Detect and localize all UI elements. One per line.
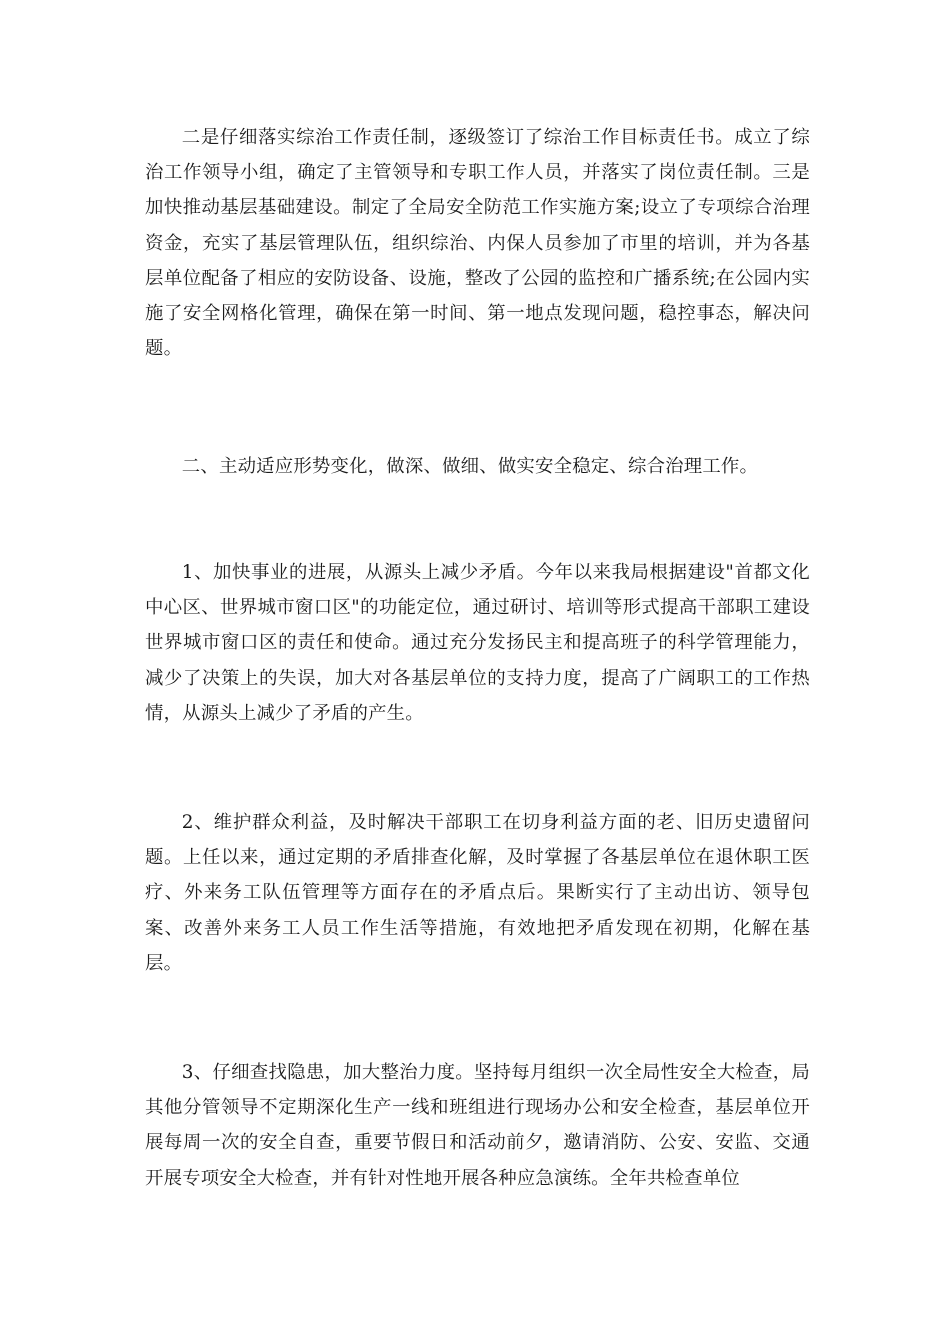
section-heading-two: 二、主动适应形势变化，做深、做细、做实安全稳定、综合治理工作。 — [181, 456, 759, 477]
paragraph-item-2: 2、维护群众利益，及时解决干部职工在切身利益方面的老、旧历史遗留问题。上任以来，通过定期的矛盾排查化解，及时掌握了各基层单位在退休职工医疗、外来务工队伍管理等方面存在的矛盾点后。果断实行了主动出访、领导包案、改善外来务工人员工作生活等措施，有效地把矛盾发现在初期，化解在基层。 — [145, 812, 810, 974]
paragraph-responsibility-system: 二是仔细落实综治工作责任制，逐级签订了综治工作目标责任书。成立了综治工作领导小组，确定了主管领导和专职工作人员，并落实了岗位责任制。三是加快推动基层基础建设。制定了全局安全防范工作实施方案;设立了专项综合治理资金，充实了基层管理队伍，组织综治、内保人员参加了市里的培训，并为各基层单位配备了相应的安防设备、设施，整改了公园的监控和广播系统;在公园内实施了安全网格化管理，确保在第一时间、第一地点发现问题，稳控事态，解决问题。 — [145, 127, 810, 360]
paragraph-item-3: 3、仔细查找隐患，加大整治力度。坚持每月组织一次全局性安全大检查，局其他分管领导不定期深化生产一线和班组进行现场办公和安全检查，基层单位开展每周一次的安全自查，重要节假日和活动前夕，邀请消防、公安、安监、交通开展专项安全大检查，并有针对性地开展各种应急演练。全年共检查单位 — [145, 1062, 810, 1189]
paragraph-item-1: 1、加快事业的进展，从源头上减少矛盾。今年以来我局根据建设"首都文化中心区、世界城市窗口区"的功能定位，通过研讨、培训等形式提高干部职工建设世界城市窗口区的责任和使命。通过充分发扬民主和提高班子的科学管理能力，减少了决策上的失误，加大对各基层单位的支持力度，提高了广阔职工的工作热情，从源头上减少了矛盾的产生。 — [145, 562, 810, 724]
